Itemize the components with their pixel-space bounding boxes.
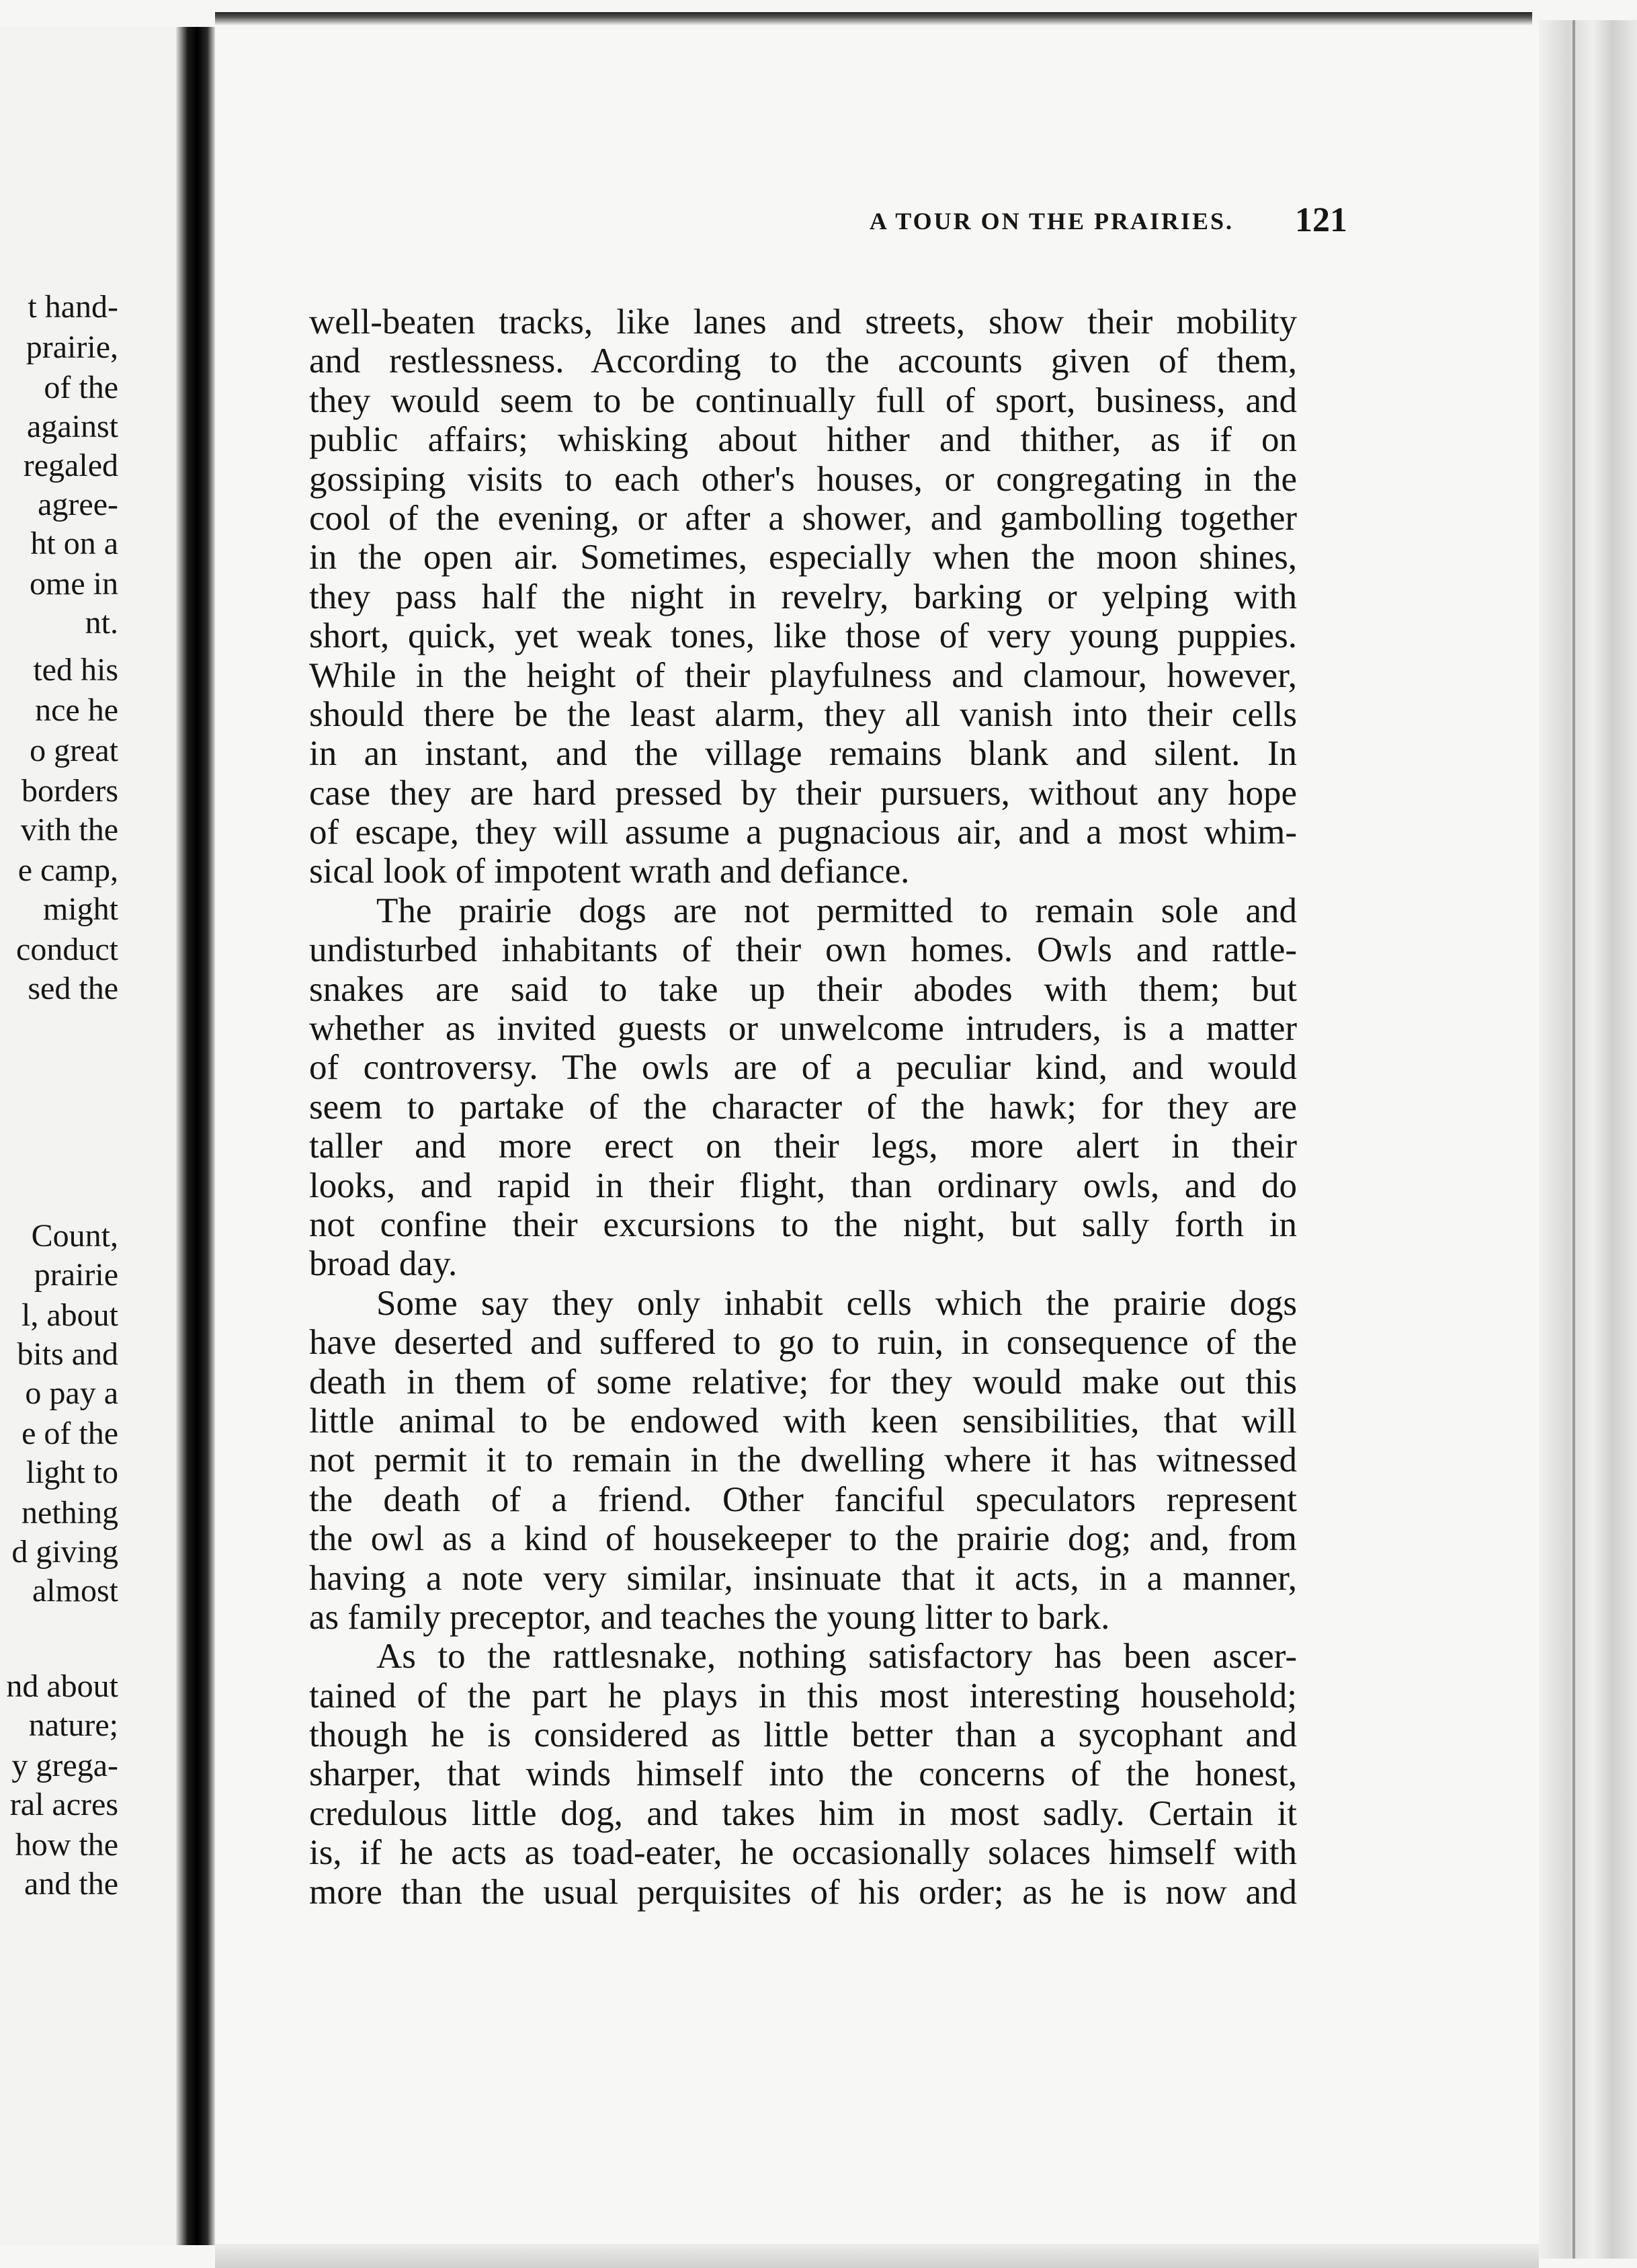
facing-page-fragment: o great: [30, 733, 118, 768]
text-line: short, quick, yet weak tones, like those of very young puppies.: [309, 616, 1297, 656]
book-gutter: [176, 27, 215, 2245]
facing-page-fragment: t hand-: [28, 289, 118, 325]
facing-page-fragment: e camp,: [17, 852, 118, 888]
text-line: have deserted and suffered to go to ruin, in consequence of the: [309, 1323, 1297, 1363]
facing-page-fragment: prairie,: [26, 329, 118, 365]
facing-page-fragment: nd about: [6, 1668, 118, 1704]
facing-page-fragment: nature;: [28, 1707, 118, 1743]
text-line: cool of the evening, or after a shower, and gambolling together: [309, 498, 1297, 538]
facing-page-fragment: almost: [32, 1573, 118, 1609]
facing-page-fragment: regaled: [23, 448, 118, 483]
text-line: broad day.: [309, 1244, 458, 1284]
facing-page-fragment: sed the: [28, 971, 118, 1006]
text-line: death in them of some relative; for they would make out this: [309, 1362, 1297, 1402]
facing-page-fragment: o pay a: [25, 1375, 118, 1411]
facing-page-fragment: d giving: [11, 1534, 118, 1570]
text-line: The prairie dogs are not permitted to remain sole and: [376, 891, 1297, 930]
page-number: 121: [1295, 201, 1347, 239]
text-line: taller and more erect on their legs, more alert in their: [309, 1127, 1297, 1166]
text-line: well-beaten tracks, like lanes and streets, show their mobility: [309, 302, 1297, 341]
facing-page-fragment: conduct: [16, 932, 118, 967]
facing-page-fragment: might: [42, 891, 118, 927]
facing-page-fragment: ome in: [30, 566, 118, 602]
facing-page-fragment: nething: [22, 1495, 118, 1531]
text-line: of escape, they will assume a pugnacious air, and a most whim-: [309, 813, 1297, 852]
page-top-edge: [215, 12, 1532, 26]
text-line: whether as invited guests or unwelcome intruders, is a matter: [309, 1009, 1297, 1049]
text-line: As to the rattlesnake, nothing satisfactory has been ascer-: [376, 1637, 1297, 1676]
facing-page-fragment: prairie: [34, 1257, 118, 1293]
text-line: the death of a friend. Other fanciful speculators represent: [309, 1480, 1297, 1519]
facing-page-fragment: bits and: [17, 1336, 118, 1372]
text-line: they would seem to be continually full of sport, business, and: [309, 380, 1297, 420]
facing-page-fragment: and the: [24, 1866, 118, 1902]
text-line: snakes are said to take up their abodes with them; but: [309, 969, 1297, 1009]
text-line: sharper, that winds himself into the concerns of the honest,: [309, 1754, 1297, 1794]
text-line: in the open air. Sometimes, especially when the moon shines,: [309, 538, 1297, 577]
facing-page-fragment: of the: [44, 370, 118, 405]
text-line: public affairs; whisking about hither and thither, as if on: [309, 420, 1297, 460]
facing-page-fragment: ral acres: [9, 1787, 118, 1822]
running-head: A TOUR ON THE PRAIRIES.: [869, 208, 1234, 235]
text-line: not permit it to remain in the dwelling where it has witnessed: [309, 1441, 1297, 1480]
text-line: in an instant, and the village remains blank and silent. In: [309, 734, 1297, 774]
facing-page-fragment: y grega-: [11, 1748, 118, 1783]
facing-page-fragment: l, about: [22, 1297, 118, 1333]
body-text: [309, 302, 1297, 1912]
text-line: sical look of impotent wrath and defiance.: [309, 852, 910, 891]
text-line: tained of the part he plays in this most interesting household;: [309, 1676, 1297, 1715]
text-line: though he is considered as little better than a sycophant and: [309, 1715, 1297, 1755]
text-line: the owl as a kind of housekeeper to the prairie dog; and, from: [309, 1519, 1297, 1559]
page-bottom-edge: [215, 2244, 1539, 2268]
text-line: Some say they only inhabit cells which the prairie dogs: [376, 1283, 1297, 1323]
text-line: having a note very similar, insinuate that it acts, in a manner,: [309, 1558, 1297, 1598]
text-line: of controversy. The owls are of a peculiar kind, and would: [309, 1048, 1297, 1088]
facing-page-fragment: ted his: [33, 652, 118, 688]
book-page: [215, 27, 1539, 2245]
facing-page-fragment: e of the: [22, 1416, 118, 1451]
text-line: and restlessness. According to the accounts given of them,: [309, 341, 1297, 381]
facing-page-left: [0, 27, 176, 2245]
text-line: case they are hard pressed by their pursuers, without any hope: [309, 773, 1297, 813]
text-line: seem to partake of the character of the hawk; for they are: [309, 1087, 1297, 1127]
facing-page-fragment: light to: [26, 1455, 118, 1490]
facing-page-fragment: how the: [15, 1827, 118, 1863]
text-line: more than the usual perquisites of his order; as he is now and: [309, 1872, 1297, 1912]
text-line: undisturbed inhabitants of their own homes. Owls and rattle-: [309, 930, 1297, 970]
text-line: as family preceptor, and teaches the young litter to bark.: [309, 1597, 1110, 1637]
text-line: they pass half the night in revelry, barking or yelping with: [309, 577, 1297, 616]
text-line: While in the height of their playfulness and clamour, however,: [309, 655, 1297, 695]
facing-page-fragment: agree-: [38, 487, 118, 522]
facing-page-fragment: borders: [22, 773, 118, 809]
text-line: not confine their excursions to the night, but sally forth in: [309, 1205, 1297, 1244]
facing-page-fragment: nt.: [85, 605, 118, 641]
facing-page-fragment: nce he: [35, 692, 118, 728]
text-line: little animal to be endowed with keen sensibilities, that will: [309, 1401, 1297, 1441]
text-line: looks, and rapid in their flight, than ordinary owls, and do: [309, 1166, 1297, 1205]
facing-page-fragment: against: [27, 409, 118, 444]
text-line: credulous little dog, and takes him in most sadly. Certain it: [309, 1793, 1297, 1833]
facing-page-fragment: ht on a: [30, 526, 118, 561]
facing-page-fragment: Count,: [31, 1218, 118, 1254]
text-line: is, if he acts as toad-eater, he occasionally solaces himself with: [309, 1833, 1297, 1873]
facing-page-fragment: vith the: [20, 812, 118, 848]
text-line: should there be the least alarm, they all vanish into their cells: [309, 694, 1297, 734]
text-line: gossiping visits to each other's houses, or congregating in the: [309, 459, 1297, 499]
page-right-edge: [1539, 20, 1637, 2259]
